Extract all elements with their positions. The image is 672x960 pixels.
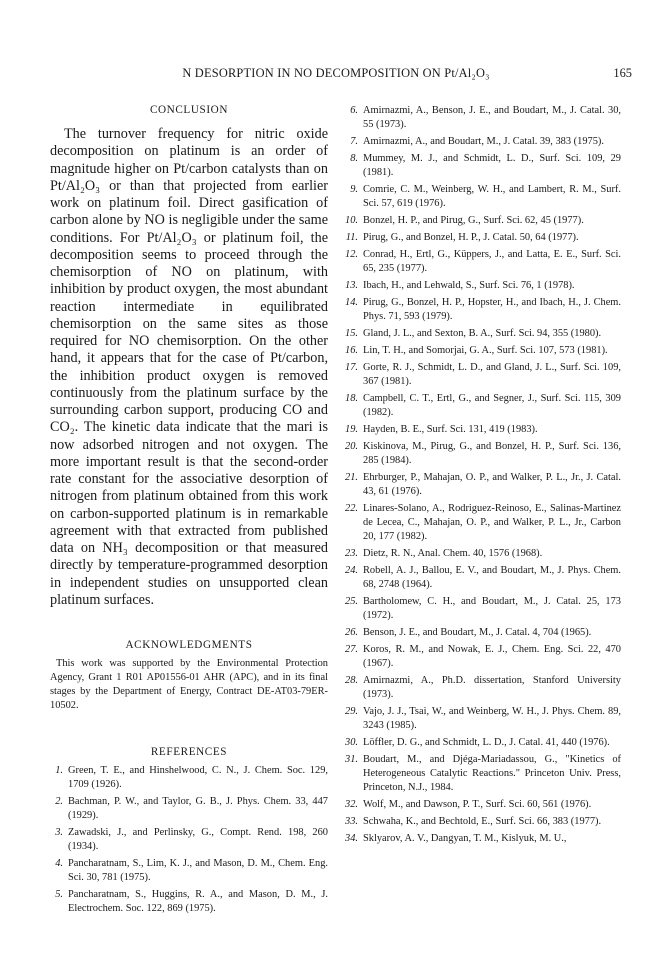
reference-text: Dietz, R. N., Anal. Chem. 40, 1576 (1968). — [363, 548, 543, 559]
conclusion-heading: CONCLUSION — [149, 104, 229, 116]
reference-item — [50, 826, 328, 854]
reference-number: 24. — [345, 565, 358, 576]
reference-number: 9. — [350, 184, 358, 195]
reference-item — [344, 296, 621, 324]
reference-item — [344, 231, 621, 245]
page-header — [40, 66, 632, 82]
reference-item — [344, 705, 621, 733]
reference-item — [344, 344, 621, 358]
reference-number: 5. — [55, 889, 63, 900]
reference-item — [344, 674, 621, 702]
reference-text: Schwaha, K., and Bechtold, E., Surf. Sci. 66, 383 (1977). — [363, 816, 602, 827]
reference-item — [344, 440, 621, 468]
reference-number: 17. — [345, 362, 358, 373]
reference-item — [344, 547, 621, 561]
reference-item — [344, 361, 621, 389]
page-number: 165 — [613, 66, 632, 80]
reference-text: Vajo, J. J., Tsai, W., and Weinberg, W. H., J. Phys. Chem. 89, 3243 (1985). — [363, 706, 621, 731]
reference-item — [344, 502, 621, 544]
reference-number: 16. — [345, 345, 358, 356]
reference-text: Robell, A. J., Ballou, E. V., and Boudart, M., J. Phys. Chem. 68, 2748 (1964). — [363, 565, 621, 590]
reference-text: Comrie, C. M., Weinberg, W. H., and Lambert, R. M., Surf. Sci. 57, 619 (1976). — [363, 184, 621, 209]
reference-text: Pirug, G., and Bonzel, H. P., J. Catal. 50, 64 (1977). — [363, 232, 579, 243]
reference-number: 15. — [345, 328, 358, 339]
reference-number: 8. — [350, 153, 358, 164]
reference-item — [344, 392, 621, 420]
reference-item — [50, 857, 328, 885]
reference-number: 25. — [345, 596, 358, 607]
reference-number: 22. — [345, 503, 358, 514]
reference-item — [344, 753, 621, 795]
reference-list-right — [344, 104, 621, 846]
reference-number: 28. — [345, 675, 358, 686]
reference-text: Mummey, M. J., and Schmidt, L. D., Surf. Sci. 109, 29 (1981). — [363, 153, 621, 178]
reference-item — [344, 152, 621, 180]
reference-item — [344, 815, 621, 829]
reference-text: Bachman, P. W., and Taylor, G. B., J. Phys. Chem. 33, 447 (1929). — [68, 796, 328, 821]
reference-text: Hayden, B. E., Surf. Sci. 131, 419 (1983). — [363, 424, 538, 435]
reference-item — [344, 279, 621, 293]
reference-number: 3. — [55, 827, 63, 838]
running-head: N DESORPTION IN NO DECOMPOSITION ON Pt/Al₂O₃ — [182, 66, 490, 80]
acknowledgments-heading: ACKNOWLEDGMENTS — [125, 639, 253, 651]
reference-number: 14. — [345, 297, 358, 308]
reference-item — [344, 104, 621, 132]
reference-number: 31. — [345, 754, 358, 765]
reference-number: 13. — [345, 280, 358, 291]
reference-text: Ibach, H., and Lehwald, S., Surf. Sci. 76, 1 (1978). — [363, 280, 575, 291]
reference-text: Gland, J. L., and Sexton, B. A., Surf. Sci. 94, 355 (1980). — [363, 328, 602, 339]
reference-text: Bonzel, H. P., and Pirug, G., Surf. Sci. 62, 45 (1977). — [363, 215, 584, 226]
reference-number: 7. — [350, 136, 358, 147]
reference-item — [50, 888, 328, 916]
reference-text: Benson, J. E., and Boudart, M., J. Catal. 4, 704 (1965). — [363, 627, 592, 638]
reference-number: 21. — [345, 472, 358, 483]
reference-text: Boudart, M., and Djéga-Mariadassou, G., "Kinetics of Heterogeneous Catalytic Reactions." Princeton Univ. Press, Princeton, N.J., 1984. — [363, 754, 621, 793]
reference-number: 19. — [345, 424, 358, 435]
reference-item — [344, 183, 621, 211]
reference-number: 27. — [345, 644, 358, 655]
reference-text: Wolf, M., and Dawson, P. T., Surf. Sci. 60, 561 (1976). — [363, 799, 592, 810]
reference-number: 23. — [345, 548, 358, 559]
reference-item — [344, 798, 621, 812]
reference-item — [344, 327, 621, 341]
reference-text: Amirnazmi, A., and Boudart, M., J. Catal. 39, 383 (1975). — [363, 136, 604, 147]
reference-list-left — [50, 764, 328, 916]
reference-item — [344, 135, 621, 149]
reference-text: Campbell, C. T., Ertl, G., and Segner, J., Surf. Sci. 115, 309 (1982). — [363, 393, 621, 418]
conclusion-paragraph: The turnover frequency for nitric oxide decomposition on platinum is an order of magnitude higher on Pt/carbon catalysts than on Pt/Al₂O₃ or than that projected from earlier work on platinum foil. Direct gasification of carbon alone by NO is negligible under the same conditions. For Pt/Al₂O₃ or platinum foil, the decomposition seems to proceed through the chemisorption of NO on platinum, with inhibition by product oxygen, the most abundant reaction intermediate in equilibrated chemisorption on the same sites as those required for NO chemisorption. On the other hand, it appears that for the case of Pt/carbon, the inhibition product oxygen is removed continuously from the platinum surface by the surrounding carbon support, producing CO and CO₂. The kinetic data indicate that the mari is now adsorbed nitrogen and not oxygen. The more important result is that the second-order rate constant for the associative desorption of nitrogen from platinum obtained from this work on carbon-supported platinum is in remarkable agreement with that extracted from published data on NH₃ decomposition or that measured directly by temperature-programmed desorption in independent studies on unsupported clean platinum surfaces. — [50, 126, 328, 608]
reference-text: Gorte, R. J., Schmidt, L. D., and Gland, J. L., Surf. Sci. 109, 367 (1981). — [363, 362, 621, 387]
reference-number: 30. — [345, 737, 358, 748]
references-heading: REFERENCES — [150, 746, 228, 758]
reference-text: Amirnazmi, A., Benson, J. E., and Boudart, M., J. Catal. 30, 55 (1973). — [363, 105, 621, 130]
reference-number: 20. — [345, 441, 358, 452]
reference-item — [50, 764, 328, 792]
reference-text: Kiskinova, M., Pirug, G., and Bonzel, H. P., Surf. Sci. 136, 285 (1984). — [363, 441, 621, 466]
reference-number: 34. — [345, 833, 358, 844]
reference-item — [344, 214, 621, 228]
reference-text: Sklyarov, A. V., Dangyan, T. M., Kislyuk, M. U., — [363, 833, 567, 844]
reference-text: Löffler, D. G., and Schmidt, L. D., J. Catal. 41, 440 (1976). — [363, 737, 610, 748]
acknowledgments-paragraph: This work was supported by the Environmental Protection Agency, Grant 1 R01 AP01556-01 AHR (APC), and in its final stages by the Department of Energy, Contract DE-AT03-79ER-10502. — [50, 658, 328, 711]
reference-text: Linares-Solano, A., Rodriguez-Reinoso, E., Salinas-Martinez de Lecea, C., Mahajan, O. P., and Walker, P. L., Jr., Carbon 20, 177 (1982). — [363, 503, 621, 542]
reference-item — [50, 795, 328, 823]
reference-text: Pancharatnam, S., Huggins, R. A., and Mason, D. M., J. Electrochem. Soc. 122, 869 (1975). — [68, 889, 328, 914]
reference-item — [344, 423, 621, 437]
reference-item — [344, 736, 621, 750]
reference-item — [344, 564, 621, 592]
reference-number: 26. — [345, 627, 358, 638]
reference-text: Pirug, G., Bonzel, H. P., Hopster, H., and Ibach, H., J. Chem. Phys. 71, 593 (1979). — [363, 297, 621, 322]
reference-text: Amirnazmi, A., Ph.D. dissertation, Stanford University (1973). — [363, 675, 621, 700]
reference-text: Ehrburger, P., Mahajan, O. P., and Walker, P. L., Jr., J. Catal. 43, 61 (1976). — [363, 472, 621, 497]
reference-item — [344, 643, 621, 671]
reference-number: 4. — [55, 858, 63, 869]
reference-number: 6. — [350, 105, 358, 116]
reference-number: 11. — [345, 232, 358, 243]
reference-number: 32. — [345, 799, 358, 810]
reference-text: Zawadski, J., and Perlinsky, G., Compt. Rend. 198, 260 (1934). — [68, 827, 328, 852]
reference-number: 2. — [55, 796, 63, 807]
reference-text: Bartholomew, C. H., and Boudart, M., J. Catal. 25, 173 (1972). — [363, 596, 621, 621]
reference-number: 12. — [345, 249, 358, 260]
left-column — [50, 104, 328, 919]
reference-text: Lin, T. H., and Somorjai, G. A., Surf. Sci. 107, 573 (1981). — [363, 345, 608, 356]
reference-text: Conrad, H., Ertl, G., Küppers, J., and Latta, E. E., Surf. Sci. 65, 235 (1977). — [363, 249, 621, 274]
reference-number: 29. — [345, 706, 358, 717]
reference-item — [344, 832, 621, 846]
reference-item — [344, 626, 621, 640]
reference-number: 10. — [345, 215, 358, 226]
reference-number: 33. — [345, 816, 358, 827]
reference-text: Green, T. E., and Hinshelwood, C. N., J. Chem. Soc. 129, 1709 (1926). — [68, 765, 328, 790]
reference-text: Pancharatnam, S., Lim, K. J., and Mason, D. M., Chem. Eng. Sci. 30, 781 (1975). — [68, 858, 328, 883]
reference-item — [344, 471, 621, 499]
reference-number: 18. — [345, 393, 358, 404]
reference-item — [344, 248, 621, 276]
right-column — [344, 104, 621, 849]
reference-text: Koros, R. M., and Nowak, E. J., Chem. Eng. Sci. 22, 470 (1967). — [363, 644, 621, 669]
reference-item — [344, 595, 621, 623]
reference-number: 1. — [55, 765, 63, 776]
